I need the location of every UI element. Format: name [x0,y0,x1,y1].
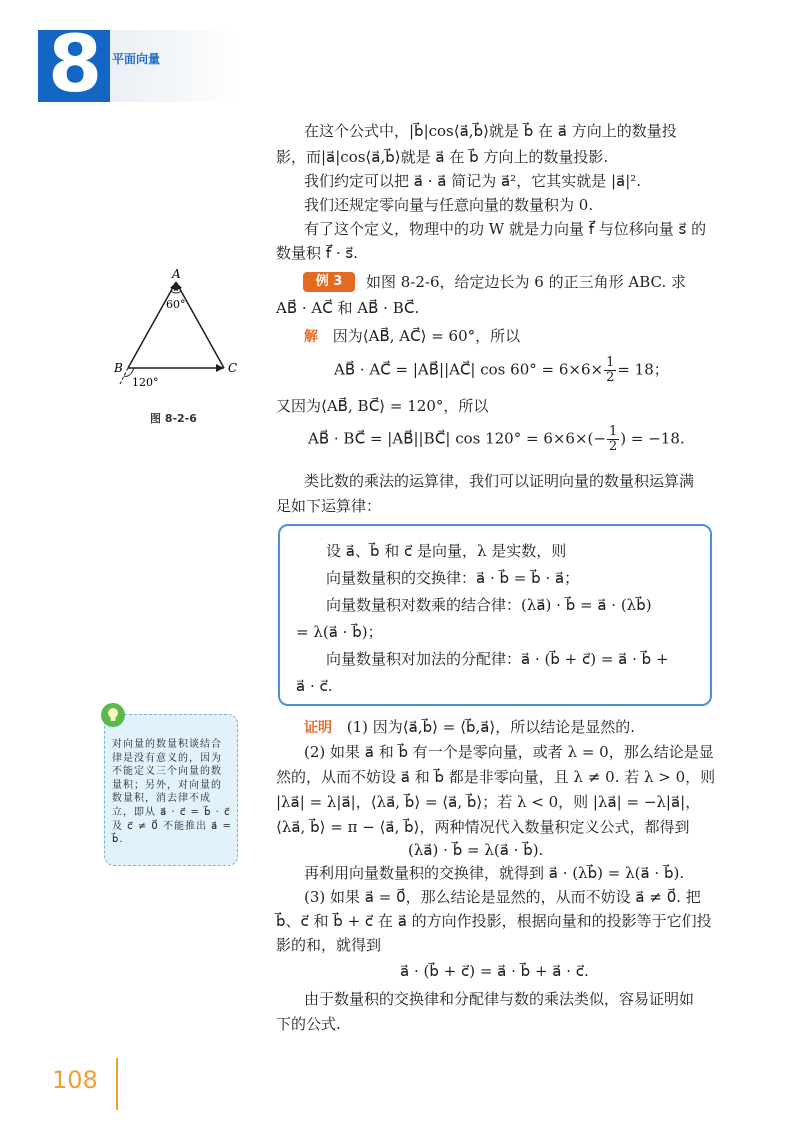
label-a: A [172,267,181,281]
fraction-den: 2 [608,439,618,454]
equation-2 [308,425,685,454]
equation-2-left: AB⃗ · BC⃗ = |AB⃗||BC⃗| cos 120° = 6×6×(− [308,429,606,448]
side-note-text: 对向量的数量积谈结合律是没有意义的，因为不能定义三个向量的数量积；另外，对向量的数量积，消去律不成立，即从 a⃗ · c⃗ = b⃗ · c⃗ 及 c⃗ ≠ 0⃗ 不能推出 a⃗ = b⃗. [112,739,232,846]
example-question-cont: AB⃗ · AC⃗ 和 AB⃗ · BC⃗. [276,299,420,317]
proof-line: 影的和，就得到 [276,936,382,954]
proof-line: 然的，从而不妨设 a⃗ 和 b⃗ 都是非零向量，且 λ ≠ 0. 若 λ > 0，则 [276,768,716,786]
side-ac [176,282,224,368]
figure-caption: 图 8-2-6 [150,412,197,425]
page-number: 108 [52,1066,98,1094]
proof-line: 下的公式. [276,1015,341,1033]
proof-line: ⟨λa⃗, b⃗⟩ = π − ⟨a⃗, b⃗⟩，两种情况代入数量积定义公式，都得到 [276,818,690,836]
paragraph-line: 类比数的乘法的运算律，我们可以证明向量的数量积运算满 [304,472,695,490]
angle-label-a: 60° [166,298,186,311]
fraction [607,425,619,454]
angle-arc-a [171,291,181,293]
proof-line: (2) 如果 a⃗ 和 b⃗ 有一个是零向量，或者 λ = 0，那么结论是显 [304,743,714,761]
equation-1-left: AB⃗ · AC⃗ = |AB⃗||AC⃗| cos 60° = 6×6× [334,360,604,379]
proof-text: (1) 因为⟨a⃗,b⃗⟩ = ⟨b⃗,a⃗⟩，所以结论是显然的. [346,718,636,736]
rules-line: a⃗ · c⃗. [296,677,333,695]
rules-line: = λ(a⃗ · b⃗)； [296,623,383,641]
proof-line: 再利用向量数量积的交换律，就得到 a⃗ · (λb⃗) = λ(a⃗ · b⃗). [304,864,685,882]
label-b: B [114,361,123,375]
proof-line [304,716,635,739]
chapter-number: 8 [48,20,101,110]
page-number-divider [116,1058,118,1110]
label-c: C [228,361,238,375]
example-tag: 例 3 [303,272,355,292]
solution-line-2: 又因为⟨AB⃗, BC⃗⟩ = 120°，所以 [276,397,489,415]
paragraph-line: 足如下运算律： [276,497,382,515]
triangle-figure [108,262,248,402]
side-ab [128,282,176,368]
solution-line [304,325,520,348]
equation-1-right: = 18； [617,360,669,379]
rules-line: 向量数量积的交换律：a⃗ · b⃗ = b⃗ · a⃗； [326,569,580,587]
paragraph-line: 数量积 f⃗ · s⃗. [276,244,358,262]
chapter-title: 平面向量 [112,52,161,66]
paragraph-line: 影，而|a⃗|cos⟨a⃗,b⃗⟩就是 a⃗ 在 b⃗ 方向上的数量投影. [276,148,609,166]
solution-text: 因为⟨AB⃗, AC⃗⟩ = 60°，所以 [332,327,521,345]
fraction [604,356,616,385]
solution-label: 解 [304,329,318,345]
fraction-num: 1 [606,355,615,370]
lightbulb-icon [100,702,126,728]
example-question: 如图 8-2-6，给定边长为 6 的正三角形 ABC. 求 [366,273,686,291]
proof-line: (3) 如果 a⃗ = 0⃗，那么结论是显然的，从而不妨设 a⃗ ≠ 0⃗. 把 [304,888,701,906]
proof-line: 由于数量积的交换律和分配律与数的乘法类似，容易证明如 [304,990,695,1008]
angle-label-b: 120° [132,376,159,389]
proof-line: |λa⃗| = λ|a⃗|，⟨λa⃗, b⃗⟩ = ⟨a⃗, b⃗⟩；若 λ < 0，则 |λa⃗| = −λ|a⃗|， [276,793,701,811]
rules-line: 向量数量积对加法的分配律：a⃗ · (b⃗ + c⃗) = a⃗ · b⃗ + [326,650,669,668]
paragraph-line: 在这个公式中，|b⃗|cos⟨a⃗,b⃗⟩就是 b⃗ 在 a⃗ 方向上的数量投 [304,122,677,140]
fraction-den: 2 [606,370,615,385]
proof-equation: (λa⃗) · b⃗ = λ(a⃗ · b⃗). [408,841,544,859]
equation-2-right: ) = −18. [620,429,685,448]
fraction-num: 1 [608,424,618,439]
proof-equation: a⃗ · (b⃗ + c⃗) = a⃗ · b⃗ + a⃗ · c⃗. [400,962,589,980]
rules-line: 向量数量积对数乘的结合律：(λa⃗) · b⃗ = a⃗ · (λb⃗) [326,596,652,614]
paragraph-line: 有了这个定义，物理中的功 W 就是力向量 f⃗ 与位移向量 s⃗ 的 [304,220,707,238]
proof-line: b⃗、c⃗ 和 b⃗ + c⃗ 在 a⃗ 的方向作投影，根据向量和的投影等于它们投 [276,912,712,930]
proof-label: 证明 [304,720,332,736]
paragraph-line: 我们还规定零向量与任意向量的数量积为 0. [304,196,594,214]
rules-line: 设 a⃗、b⃗ 和 c⃗ 是向量，λ 是实数，则 [326,542,567,560]
paragraph-line: 我们约定可以把 a⃗ · a⃗ 简记为 a⃗²，它其实就是 |a⃗|². [304,172,642,190]
equation-1 [334,356,669,385]
